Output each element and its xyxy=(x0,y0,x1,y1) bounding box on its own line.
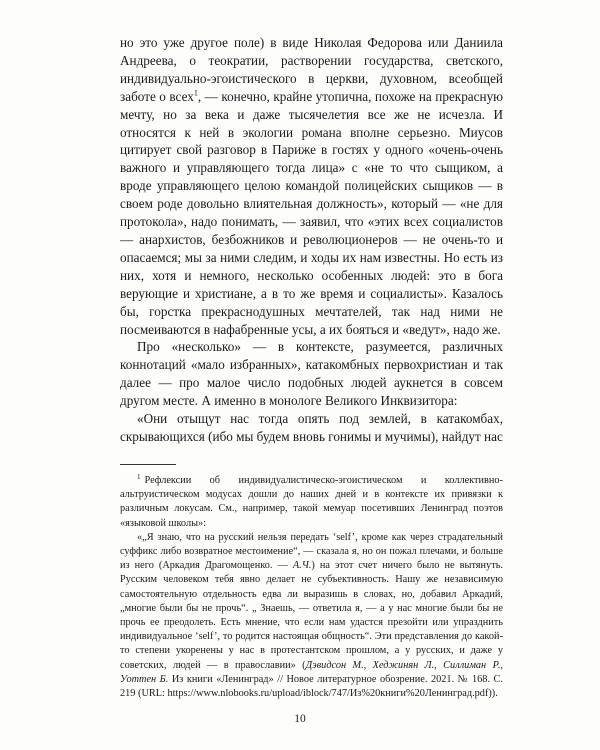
footnote-1 xyxy=(120,474,503,531)
main-text xyxy=(120,34,503,446)
quote-part-b: ) на этот счет ничего было не вытянуть. Русским человеком тебя явно делает не субъективность. Нашу же независимую самостоятельную отдельность едва ли выразишь в словах, но, добавил Аркадий, „многие были бы не прочь“. „ Знаешь, — ответила я, — а у нас многие были бы не прочь ее преодолеть. Есть мнение, что если нам удастся презойти или упразднить индивидуальное ‘self’, то родится настоящая общность“. Эти представления до какой-то степени укоренены у нас в протестантском прошлом, а у русских, и даже у советских, людей — в православии» ( xyxy=(120,560,503,671)
paragraph-3: «Они отыщут нас тогда опять под землей, в катакомбах, скрывающихся (ибо мы будем вновь гонимы и мучимы), найдут нас xyxy=(120,411,503,444)
footnote-reference[interactable]: 1 xyxy=(193,88,198,98)
footnote-quote xyxy=(120,531,503,701)
paragraph-1-start: но это уже другое поле) в виде Николая Федорова или Даниила Андреева, о теократии, растворении государства, светского, индивидуально-эгоистического в церкви, духовном, всеобщей заботе о всех xyxy=(120,35,503,104)
footnote-divider xyxy=(120,464,176,465)
footnote-1-text: Рефлексии об индивидуалистическо-эгоистическом и коллективно-альтруистическом модусах дошли до наших дней и в контексте их привязки к различным локусам. См., например, такой мемуар посетивших Ленинград поэтов «языковой школы»: xyxy=(120,475,503,529)
quote-part-a: «„Я знаю, что на русский нельзя передать ‘self’, кроме как через страдательный суффикс либо возвратное местоимение“, — сказала я, но он пожал плечами, и больше из него (Аркадия Драгомощенко. — xyxy=(120,531,503,572)
footnote-marker: 1 xyxy=(137,472,141,481)
page-number: 10 xyxy=(294,713,306,725)
footnotes xyxy=(120,474,503,701)
citation-source: Из книги «Ленинград» // Новое литературное обозрение. 2021. № 168. С. 219 (URL: https://www.nlobooks.ru/upload/iblock/747/Из%20книги%20Ленинград.pdf)). xyxy=(120,673,503,700)
editor-initials: А.Ч. xyxy=(292,560,312,572)
paragraph-1 xyxy=(120,34,503,338)
paragraph-1-end: , — конечно, крайне утопична, похоже на прекрасную мечту, но за века и даже тысячелетия все же не исчезла. И относятся к ней в экологии романа вполне серьезно. Миусов цитирует свой разговор в Париже в гостях у одного «очень-очень важного и управляющего тогда лица» с «не то что сыщиком, а вроде управляющего целою командой полицейских сыщиков — в своем роде довольно влиятельная должность», который — «не для протокола», надо понимать, — заявил, что «этих всех социалистов — анархистов, безбожников и революционеров — не очень-то и опасаемся; мы за ними следим, и ходы их нам известны. Но есть из них, хотя и немного, несколько особенных людей: это в бога верующие и христиане, а в то же время и социалисты». Казалось бы, горстка прекраснодушных мечтателей, так над ними не посмеиваются в нафабренные усы, а их бояться и «ведут», надо же. xyxy=(120,88,504,337)
citation-authors: Дэвидсон М., Хеджинян Л., Силлиман Р., Уоттен Б. xyxy=(120,659,503,685)
paragraph-2: Про «несколько» — в контексте, разумеется, различных коннотаций «мало избранных», катакомбных первохристиан и так далее — про малое число подобных людей аукнется в совсем другом месте. А именно в монологе Великого Инквизитора: xyxy=(120,339,503,409)
